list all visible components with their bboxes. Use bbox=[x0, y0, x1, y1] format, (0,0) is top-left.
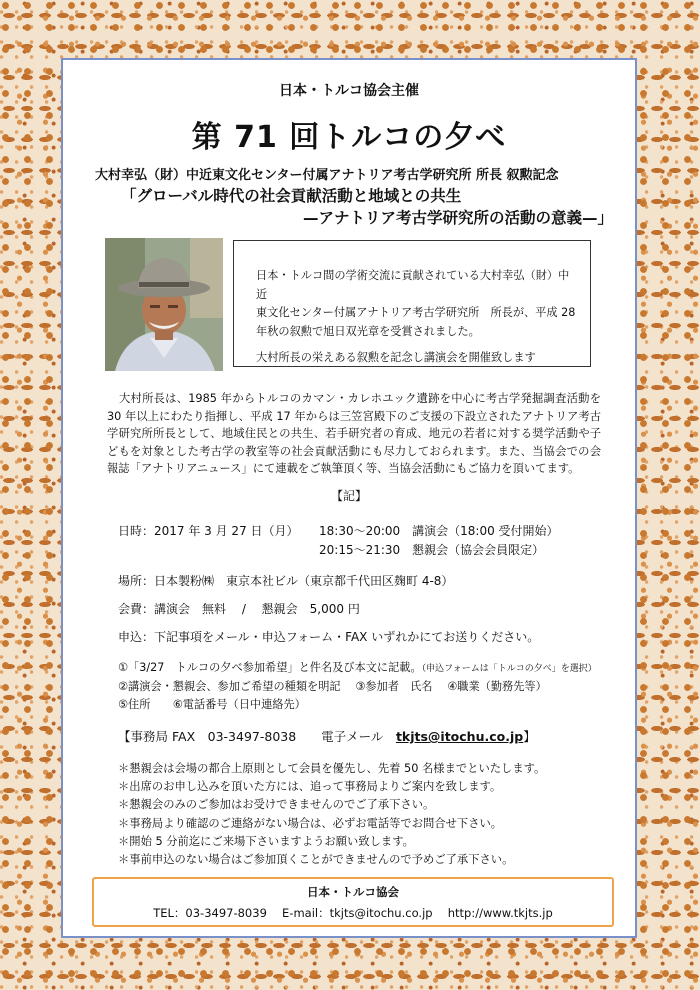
reception-time: 20:15～21:30 懇親会（協会会員限定） bbox=[319, 543, 545, 557]
note-item: ＊開始 5 分前迄にご来場下さいますようお願い致します。 bbox=[118, 834, 414, 848]
subtitle-lecture-subtitle: —アナトリア考古学研究所の活動の意義—」 bbox=[303, 209, 614, 227]
page-title: 第 71 回トルコの夕べ bbox=[191, 120, 507, 155]
step-1-note: （申込フォームは「トルコの夕べ」を選択） bbox=[421, 664, 597, 674]
application-step-2: ②講演会・懇親会、参加ご希望の種類を明記 ③参加者 氏名 ④職業（勤務先等） bbox=[118, 680, 547, 693]
application-step-3: ⑤住所 ⑥電話番号（日中連絡先） bbox=[118, 698, 306, 711]
portrait-photo bbox=[105, 238, 223, 371]
footer-organization: 日本・トルコ協会 bbox=[307, 885, 399, 899]
application-info: 申込：下記事項をメール・申込フォーム・FAX いずれかにてお送りください。 bbox=[118, 630, 540, 644]
note-item: ＊事前申込のない場合はご参加頂くことができませんので予めご了承下さい。 bbox=[118, 853, 514, 867]
office-fax: 【事務局 FAX 03-3497-8038 電子メール bbox=[118, 729, 396, 744]
office-contact-close: 】 bbox=[523, 729, 536, 744]
portrait-illustration bbox=[105, 238, 223, 371]
subtitle-lecture-title: 「グローバル時代の社会貢献活動と地域との共生 bbox=[121, 187, 462, 205]
biography-paragraph: 大村所長は、1985 年からトルコのカマン・カレホユック遺跡を中心に考古学発掘調査活動を 30 年以上にわたり指揮し、平成 17 年からは三笠宮殿下のご支援の下設立されたアナトリア考古学研究所所長として、地域住民との共生、若手研究者の育成、地元の若者に対する奨学活動や子どもを対象とした考古学の教室等の社会貢献活動にも尽力しておられます。また、当協会での会報誌「アナトリアニュース」にて連載をご執筆頂く等、当協会活動にもご協力を頂いてます。 bbox=[107, 392, 601, 475]
intro-line: 大村所長の栄えある叙勲を記念し講演会を開催致します bbox=[256, 351, 536, 364]
note-item: ＊懇親会は会場の都合上原則として会員を優先し、先着 50 名様までといたします。 bbox=[118, 762, 546, 775]
office-email-link[interactable]: tkjts@itochu.co.jp bbox=[395, 729, 524, 744]
office-contact bbox=[118, 727, 536, 745]
intro-box bbox=[233, 240, 591, 367]
step-1-text: ①「3/27 トルコの夕べ参加希望」と件名及び本文に記載。 bbox=[118, 661, 422, 674]
intro-line: 年秋の叙勲で旭日双光章を受賞されました。 bbox=[256, 324, 480, 338]
organizer-line: 日本・トルコ協会主催 bbox=[279, 83, 419, 99]
event-venue: 場所：日本製粉㈱ 東京本社ビル（東京都千代田区麹町 4-8） bbox=[118, 574, 454, 588]
notes-list bbox=[118, 760, 545, 869]
event-fee: 会費：講演会 無料 / 懇親会 5,000 円 bbox=[118, 602, 360, 616]
application-step-1 bbox=[118, 659, 597, 675]
note-item: ＊出席のお申し込みを頂いた方には、追って事務局よりご案内を致します。 bbox=[118, 780, 502, 794]
note-item: ＊懇親会のみのご参加はお受けできませんのでご了承下さい。 bbox=[118, 798, 435, 812]
content-panel bbox=[61, 58, 637, 938]
event-date: 日時：2017 年 3 月 27 日（月） bbox=[118, 524, 299, 538]
ki-heading: 【記】 bbox=[330, 489, 367, 503]
intro-line: 東文化センター付属アナトリア考古学研究所 所長が、平成 28 bbox=[256, 306, 576, 319]
footer-contact-details: TEL：03-3497-8039 E-mail：tkjts@itochu.co.jp http://www.tkjts.jp bbox=[153, 906, 553, 920]
note-item: ＊事務局より確認のご連絡がない場合は、必ずお電話等でお問合せ下さい。 bbox=[118, 816, 503, 830]
lecture-time: 18:30～20:00 講演会（18:00 受付開始） bbox=[319, 524, 559, 538]
intro-line: 日本・トルコ間の学術交流に貢献されている大村幸弘（財）中近 bbox=[256, 269, 570, 301]
subtitle-honoree: 大村幸弘（財）中近東文化センター付属アナトリア考古学研究所 所長 叙勲記念 bbox=[95, 168, 559, 183]
footer-contact-box bbox=[92, 877, 614, 927]
